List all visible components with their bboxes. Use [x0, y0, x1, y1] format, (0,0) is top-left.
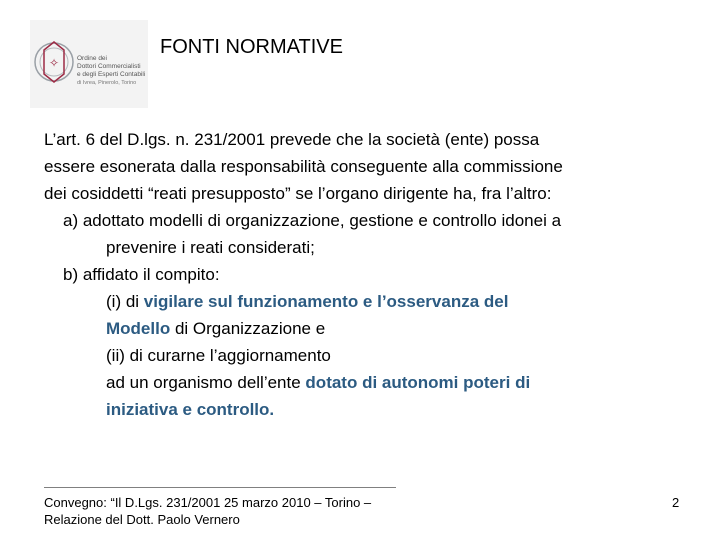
item-a-line-2: prevenire i reati considerati; — [106, 238, 315, 257]
footer-line-1: Convegno: “Il D.Lgs. 231/2001 25 marzo 2010 – Torino – — [44, 495, 372, 510]
page-title: FONTI NORMATIVE — [160, 36, 343, 58]
svg-text:✧: ✧ — [48, 56, 60, 70]
page-number: 2 — [672, 495, 680, 510]
item-a-line-1: a) adottato modelli di organizzazione, gestione e controllo idonei a — [63, 211, 562, 230]
logo-line-3: e degli Esperti Contabili — [77, 71, 146, 78]
item-b-sub-i-cont — [44, 315, 684, 342]
sub-i-highlight-2: Modello — [106, 319, 171, 338]
item-b-label: b) affidato il compito: — [63, 265, 220, 284]
footer-divider — [44, 487, 396, 488]
sub-i-highlight: vigilare sul funzionamento e l’osservanza del — [143, 292, 509, 311]
intro-line-1: L’art. 6 del D.lgs. n. 231/2001 prevede che la società (ente) possa — [44, 130, 540, 149]
logo-line-1: Ordine dei — [77, 55, 107, 62]
sub-i-prefix: (i) di — [106, 292, 144, 311]
item-b-final-cont — [44, 396, 684, 423]
intro-line-2: essere esonerata dalla responsabilità conseguente alla commissione — [44, 157, 563, 176]
final-highlight-2: iniziativa e controllo. — [106, 400, 275, 419]
final-highlight: dotato di autonomi poteri di — [305, 373, 531, 392]
sub-i-rest: di Organizzazione e — [170, 319, 326, 338]
item-b-sub-i — [44, 288, 684, 315]
logo-line-2: Dottori Commercialisti — [77, 63, 141, 70]
footer-line-2: Relazione del Dott. Paolo Vernero — [44, 512, 240, 527]
footer-caption — [44, 494, 371, 528]
logo-ordine-commercialisti — [30, 20, 148, 108]
item-b-sub-ii: (ii) di curarne l’aggiornamento — [106, 346, 331, 365]
body-text — [44, 126, 684, 423]
item-b-final — [44, 369, 684, 396]
logo-emblem-icon — [30, 20, 148, 108]
logo-line-4: di Ivrea, Pinerolo, Torino — [77, 80, 137, 86]
intro-line-3: dei cosiddetti “reati presupposto” se l’organo dirigente ha, fra l’altro: — [44, 184, 552, 203]
final-prefix: ad un organismo dell’ente — [106, 373, 306, 392]
